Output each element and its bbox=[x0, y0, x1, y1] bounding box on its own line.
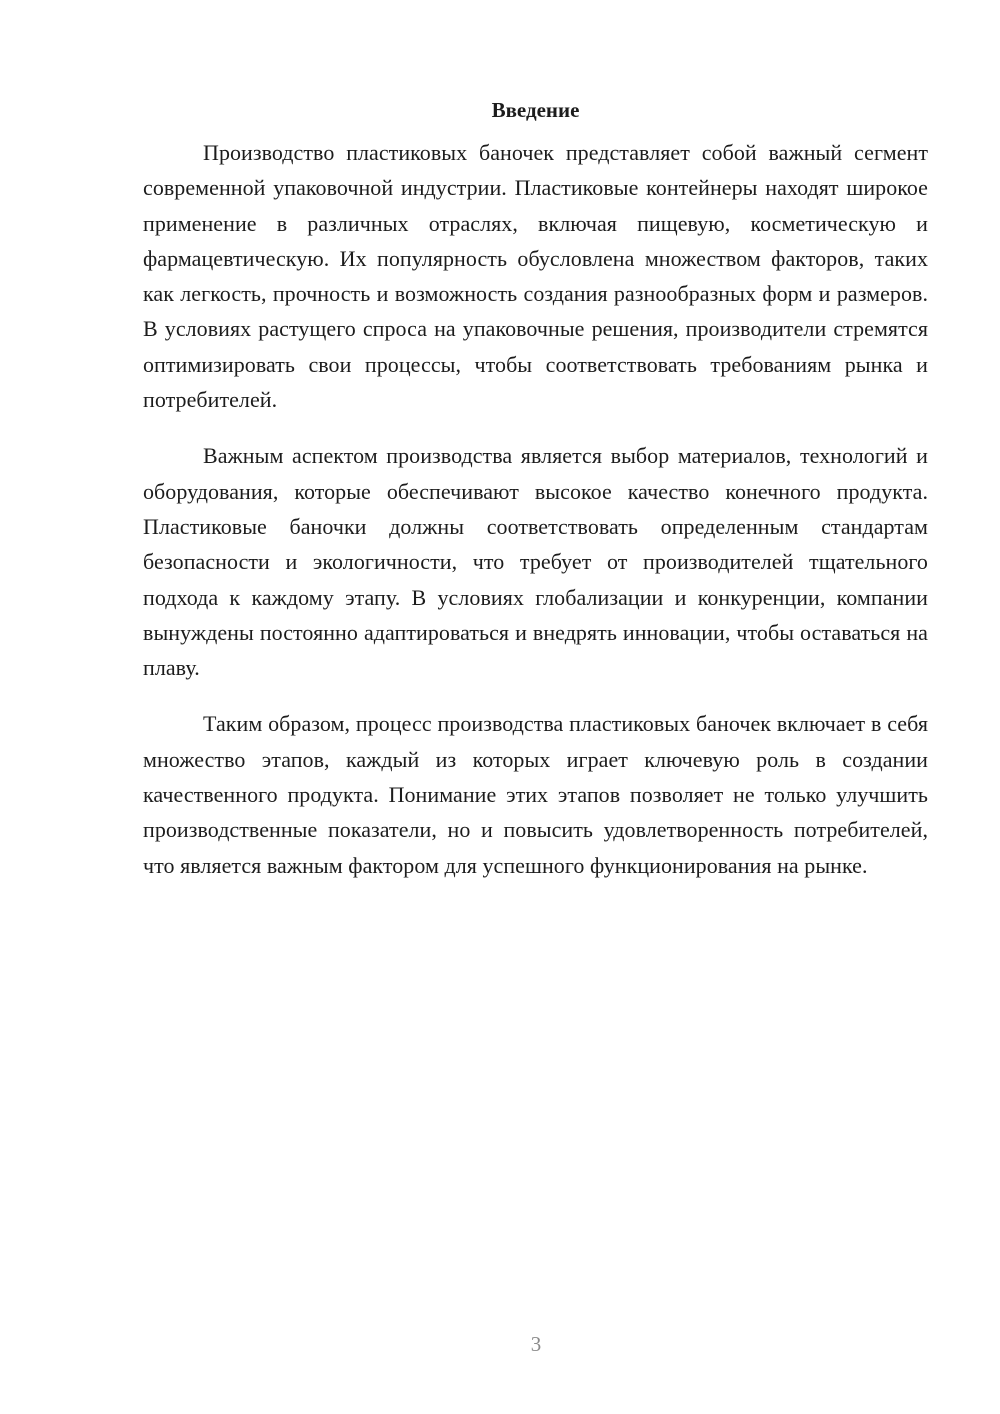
paragraph-3: Таким образом, процесс производства пластиковых баночек включает в себя множество этапов, каждый из которых играет ключевую роль в создании качественного продукта. Понимание этих этапов позволяет не только улучшить производственные показатели, но и повысить удовлетворенность потребителей, что является важным фактором для успешного функционирования на рынке. bbox=[143, 711, 928, 878]
paragraph-1: Производство пластиковых баночек представляет собой важный сегмент современной упаковочной индустрии. Пластиковые контейнеры находят широкое применение в различных отраслях, включая пищевую, косметическую и фармацевтическую. Их популярность обусловлена множеством факторов, таких как легкость, прочность и возможность создания разнообразных форм и размеров. В условиях растущего спроса на упаковочные решения, производители стремятся оптимизировать свои процессы, чтобы соответствовать требованиям рынка и потребителей. bbox=[143, 140, 928, 413]
page-number: 3 bbox=[530, 1332, 542, 1356]
page-content bbox=[143, 94, 928, 904]
paragraph-2: Важным аспектом производства является выбор материалов, технологий и оборудования, которые обеспечивают высокое качество конечного продукта. Пластиковые баночки должны соответствовать определенным стандартам безопасности и экологичности, что требует от производителей тщательного подхода к каждому этапу. В условиях глобализации и конкуренции, компании вынуждены постоянно адаптироваться и внедрять инновации, чтобы оставаться на плаву. bbox=[143, 443, 928, 681]
section-title: Введение bbox=[491, 98, 580, 122]
